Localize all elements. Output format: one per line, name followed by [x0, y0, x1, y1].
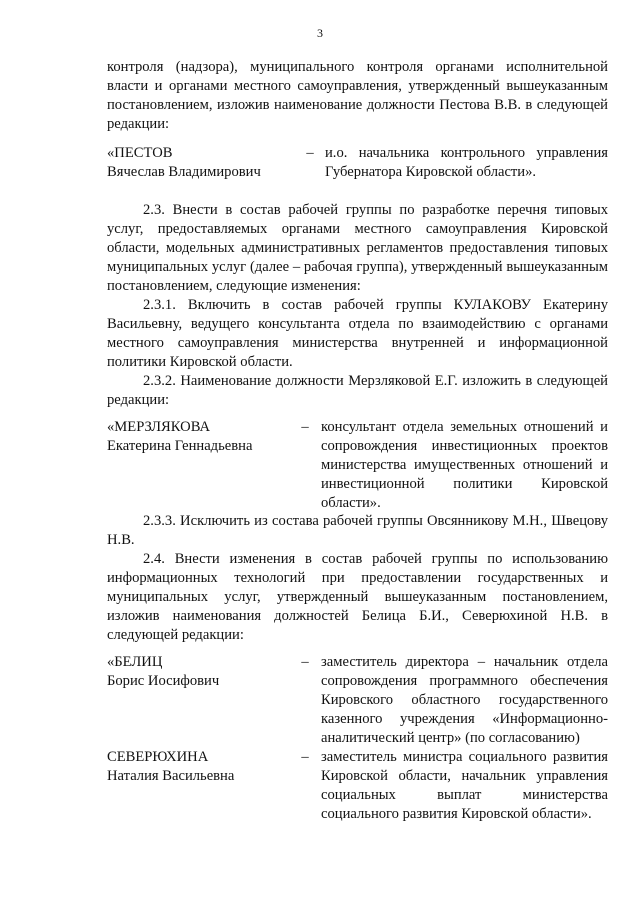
entry-given-name: Вячеслав Владимирович	[107, 164, 261, 180]
paragraph-intro	[107, 58, 608, 134]
entry-pestov	[107, 144, 608, 182]
entry-given-name: Борис Иосифович	[107, 673, 220, 689]
entry-surname: «МЕРЗЛЯКОВА	[107, 419, 211, 435]
paragraph-2-4-text: 2.4. Внести изменения в состав рабочей группы по использованию информационных технологий при предоставлении государственных и муниципальных услуг, утвержденный вышеуказанным постановлением, изложив наименования должностей Белица Б.И., Северюхиной Н.В. в следующей редакции:	[107, 551, 608, 643]
paragraph-2-3	[107, 201, 608, 410]
paragraph-2-3-1-text: 2.3.1. Включить в состав рабочей группы КУЛАКОВУ Екатерину Васильевну, ведущего консультанта отдела по взаимодействию с органами местного самоуправления министерства внутренней и информационной политики Кировской области.	[107, 297, 608, 370]
page-number: 3	[317, 26, 323, 40]
entry-name	[107, 653, 297, 691]
entry-belits	[107, 653, 608, 749]
paragraph-2-3-text: 2.3. Внести в состав рабочей группы по разработке перечня типовых услуг, предоставляемых органами местного самоуправления Кировской области, модельных административных регламентов предоставления типовых муниципальных услуг (далее – рабочая группа), утвержденный вышеуказанным постановлением, следующие изменения:	[107, 202, 608, 294]
entry-surname: «ПЕСТОВ	[107, 145, 173, 161]
entry-given-name: Наталия Васильевна	[107, 768, 235, 784]
paragraph-2-3-2-text: 2.3.2. Наименование должности Мерзляковой Е.Г. изложить в следующей редакции:	[107, 373, 608, 408]
entry-merzlyakova	[107, 418, 608, 514]
paragraph-2-3-3-and-2-4	[107, 512, 608, 645]
entry-description: заместитель министра социального развития Кировской области, начальник управления социальных выплат министерства социального развития Кировской области».	[321, 749, 608, 822]
paragraph-intro-text: контроля (надзора), муниципального контроля органами исполнительной власти и органами местного самоуправления, утвержденный вышеуказанным постановлением, изложив наименование должности Пестова В.В. в следующей редакции:	[107, 59, 608, 132]
entry-surname: «БЕЛИЦ	[107, 654, 163, 670]
entry-given-name: Екатерина Геннадьевна	[107, 438, 253, 454]
entry-name	[107, 418, 297, 456]
entry-dash: –	[306, 145, 314, 161]
entry-name	[107, 748, 297, 786]
paragraph-2-3-3-text: 2.3.3. Исключить из состава рабочей группы Овсянникову М.Н., Швецову Н.В.	[107, 513, 608, 548]
entry-dash: –	[301, 419, 309, 435]
entry-dash: –	[301, 654, 309, 670]
entry-description: заместитель директора – начальник отдела сопровождения программного обеспечения Кировского областного государственного казенного учреждения «Информационно-аналитический центр» (по согласованию)	[321, 654, 608, 746]
entry-dash: –	[301, 749, 309, 765]
entry-description: и.о. начальника контрольного управления Губернатора Кировской области».	[325, 145, 608, 180]
entry-surname: СЕВЕРЮХИНА	[107, 749, 209, 765]
entry-severyukhina	[107, 748, 608, 824]
entry-description: консультант отдела земельных отношений и сопровождения инвестиционных проектов министерства имущественных отношений и инвестиционной политики Кировской области».	[321, 419, 608, 511]
entry-name	[107, 144, 297, 182]
